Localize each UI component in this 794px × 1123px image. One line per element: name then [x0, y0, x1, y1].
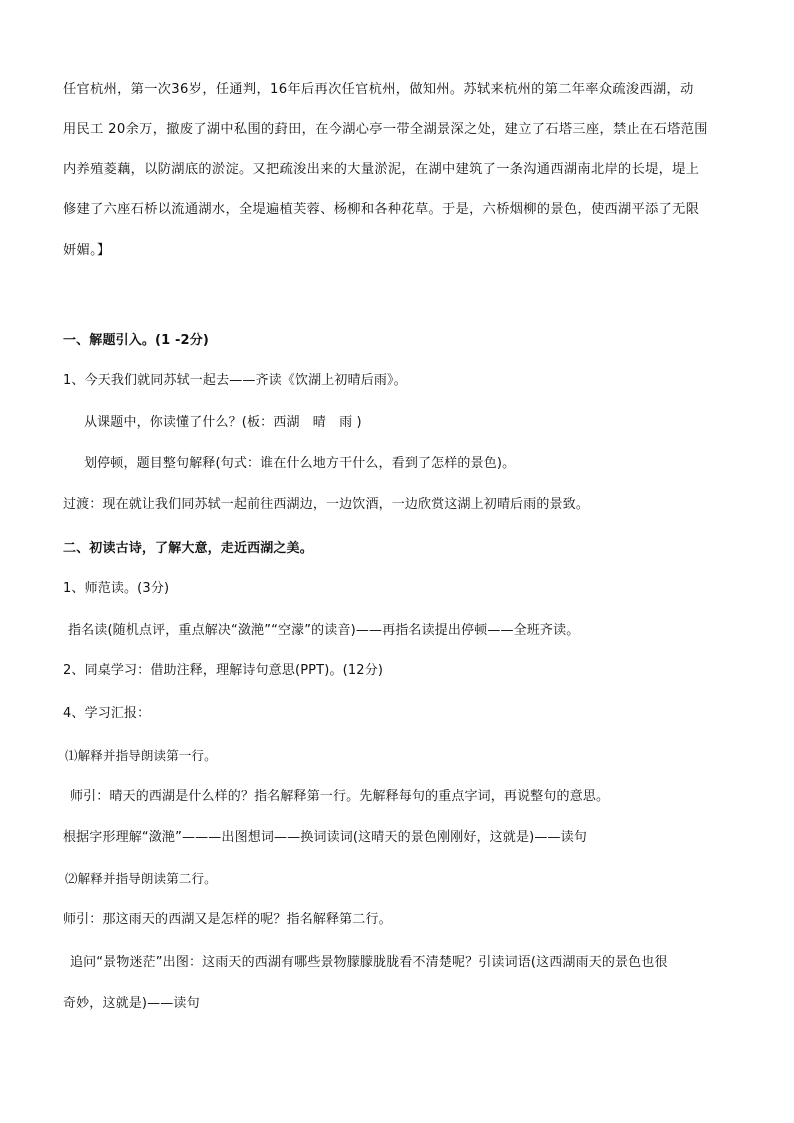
section2-item2: 2、同桌学习：借助注释，理解诗句意思(PPT)。(12分)	[63, 663, 384, 678]
section2-sub2-detail-line1: 追问“景物迷茫”出图：这雨天的西湖有哪些景物朦朦胧胧看不清楚呢？引读词语(这西湖雨天的景色也很	[70, 955, 668, 970]
intro-line-2: 用民工 20余万，撤废了湖中私围的葑田，在今湖心亭一带全湖景深之处，建立了石塔三座，禁止在石塔范围	[63, 122, 708, 137]
section2-heading: 二、初读古诗，了解大意，走近西湖之美。	[63, 541, 313, 556]
intro-line-5: 妍媚。】	[63, 243, 111, 258]
section1-question2: 划停顿，题目整句解释(句式：谁在什么地方干什么，看到了怎样的景色)。	[84, 456, 516, 471]
section2-sub2-guide: 师引：那这雨天的西湖又是怎样的呢？指名解释第二行。	[63, 912, 392, 927]
section1-transition: 过渡：现在就让我们同苏轼一起前往西湖边，一边饮酒，一边欣赏这湖上初晴后雨的景致。	[63, 497, 590, 512]
section1-item1: 1、今天我们就同苏轼一起去——齐读《饮湖上初晴后雨》。	[63, 373, 407, 388]
intro-line-4: 修建了六座石桥以流通湖水，全堤遍植芙蓉、杨柳和各种花草。于是，六桥烟柳的景色，使西湖平添了无限	[63, 202, 700, 217]
section2-item1-detail: 指名读(随机点评，重点解决“潋滟”“空濛”的读音)——再指名读提出停顿——全班齐读。	[68, 623, 580, 638]
intro-line-1: 任官杭州，第一次36岁，任通判，16年后再次任官杭州，做知州。苏轼来杭州的第二年率众疏浚西湖，动	[63, 82, 694, 97]
section2-sub1-detail: 根据字形理解“潋滟”———出图想词——换词读词(这晴天的景色刚刚好，这就是)——读句	[63, 830, 587, 845]
section2-sub1: ⑴解释并指导朗读第一行。	[65, 748, 217, 763]
section2-item4: 4、学习汇报：	[63, 706, 151, 721]
section1-question1: 从课题中，你读懂了什么？(板：西湖 晴 雨 )	[84, 415, 362, 430]
section2-sub2-detail-line2: 奇妙，这就是)——读句	[63, 996, 200, 1011]
section2-sub1-guide: 师引：晴天的西湖是什么样的？指名解释第一行。先解释每句的重点字词，再说整句的意思。	[70, 789, 610, 804]
section2-item1: 1、师范读。(3分)	[63, 581, 170, 596]
intro-line-3: 内养殖菱藕，以防湖底的淤淀。又把疏浚出来的大量淤泥，在湖中建筑了一条沟通西湖南北岸的长堤，堤上	[63, 162, 700, 177]
section2-sub2: ⑵解释并指导朗读第二行。	[65, 871, 217, 886]
section1-heading: 一、解题引入。(1 -2分)	[63, 333, 209, 348]
